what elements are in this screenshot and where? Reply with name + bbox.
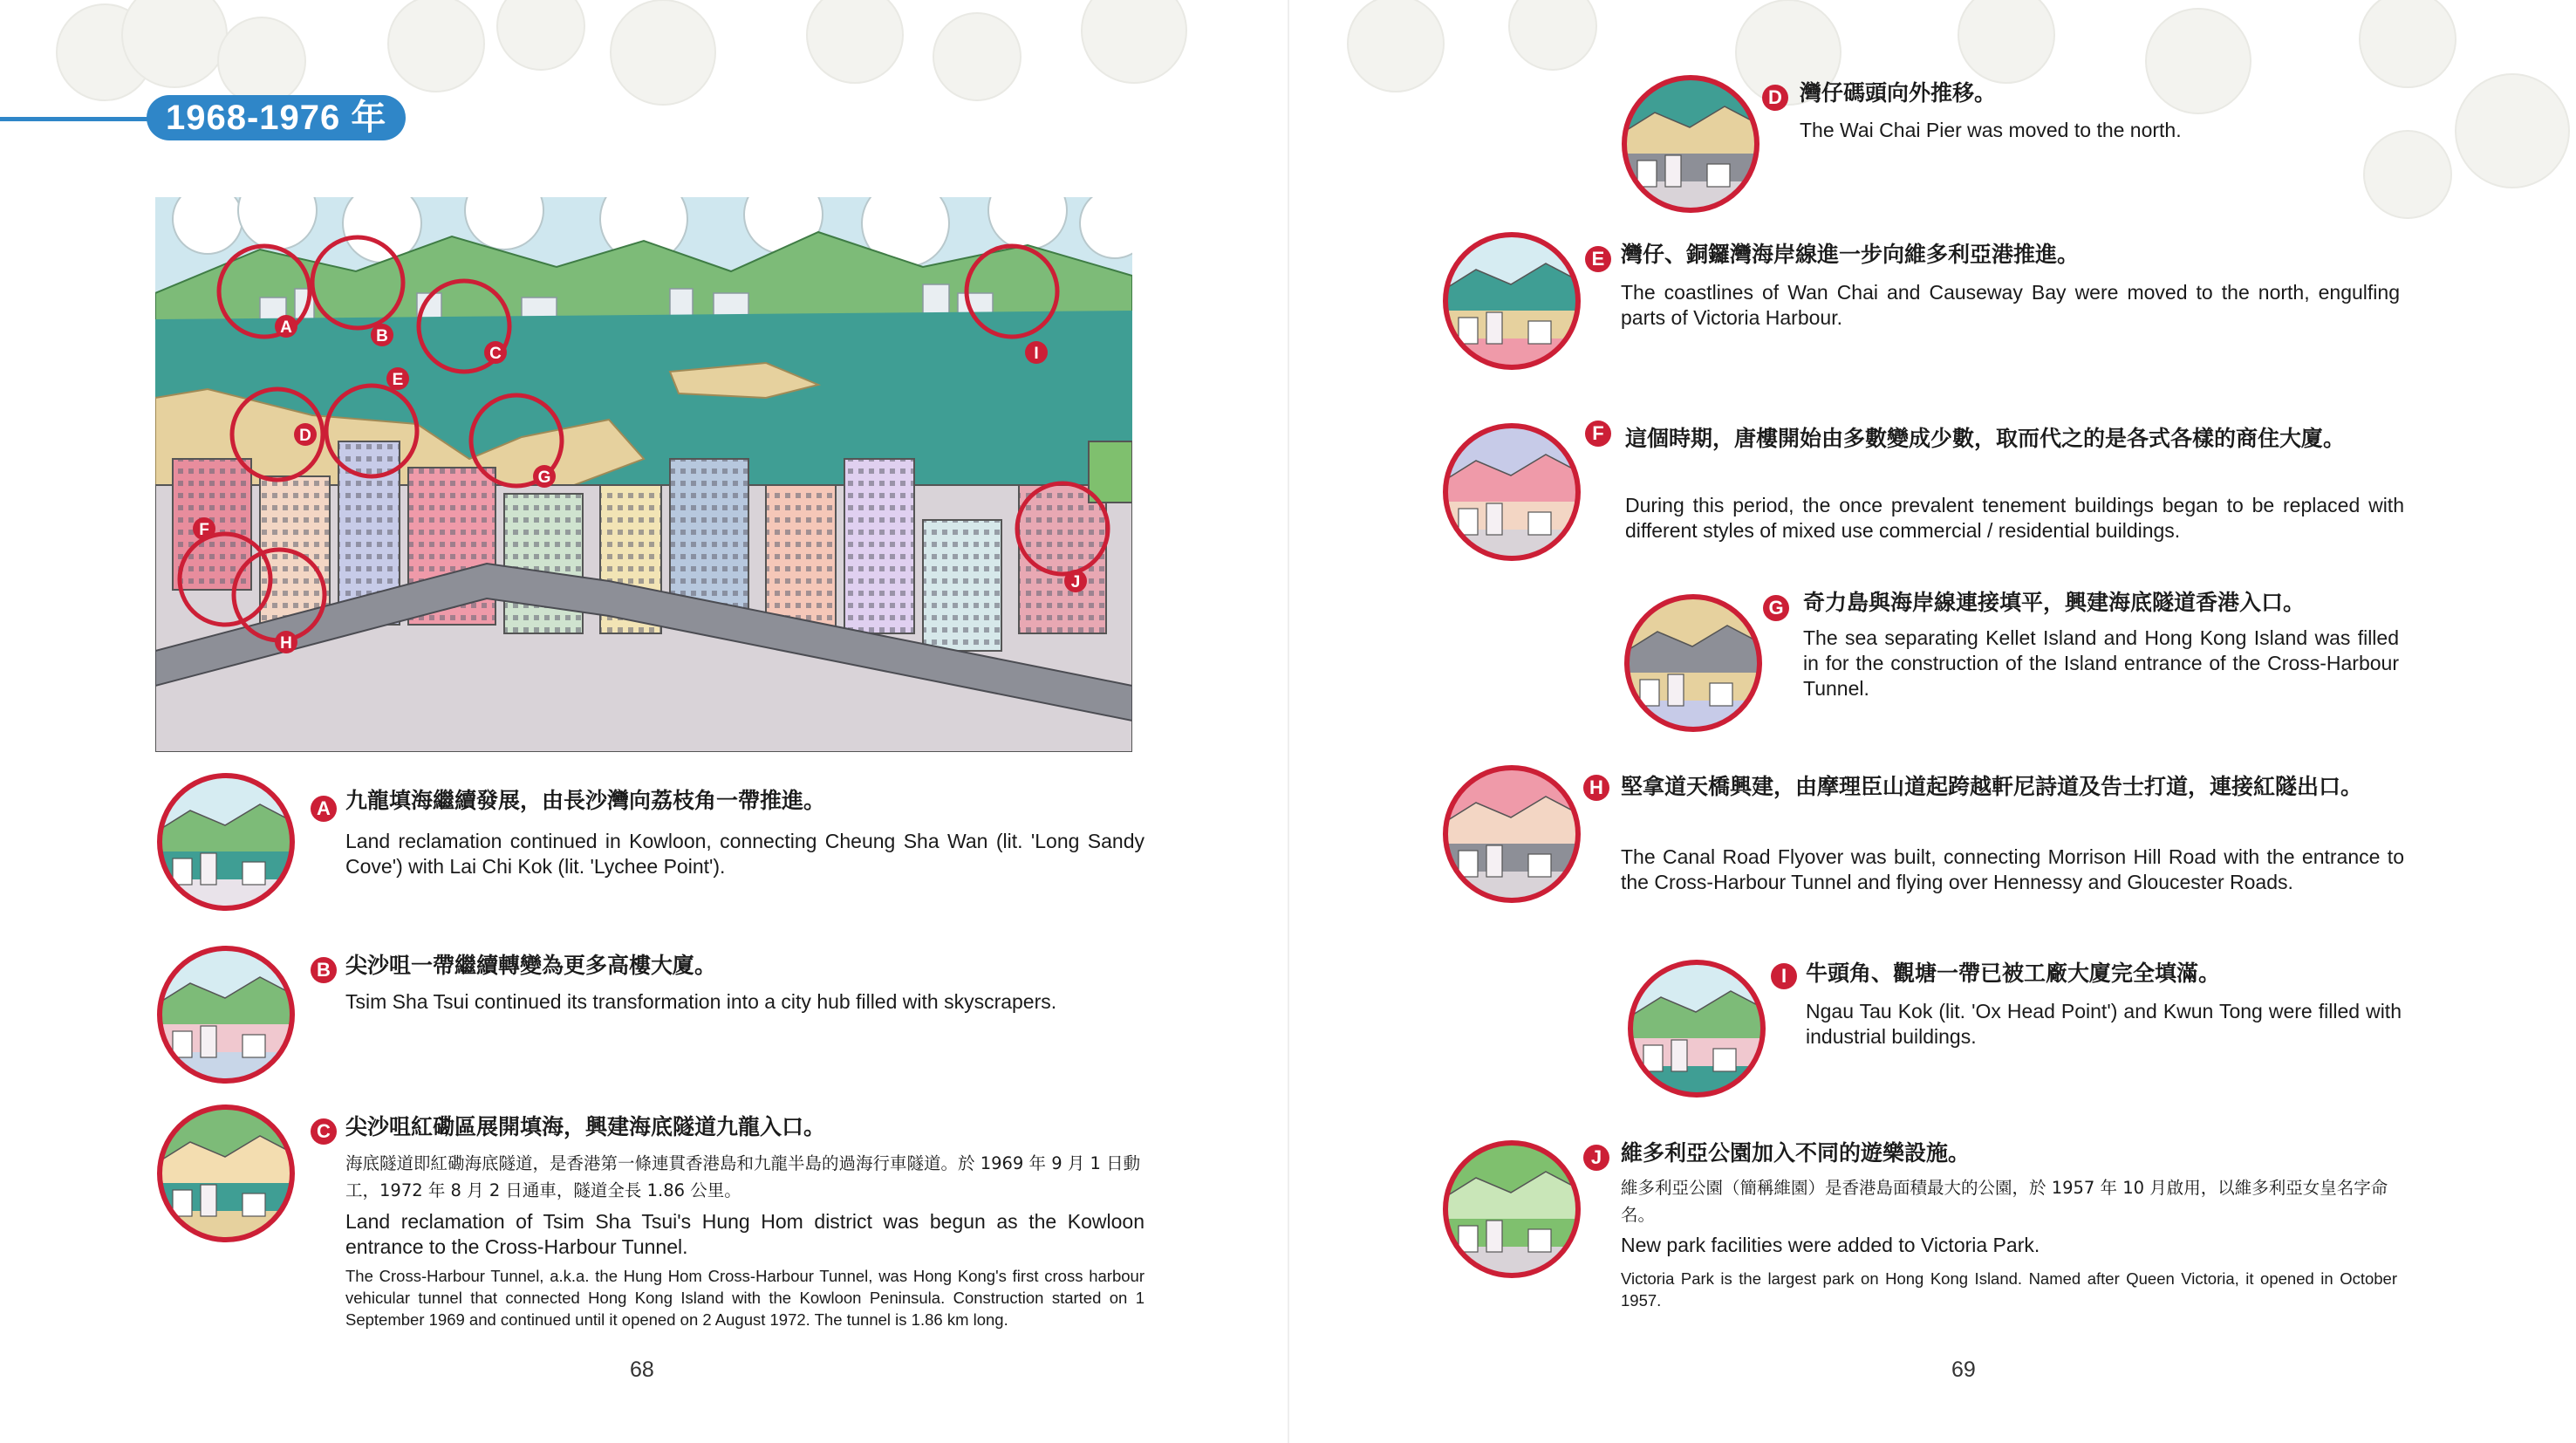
- item-h-thumbnail: [1441, 763, 1582, 905]
- item-j-english-text: New park facilities were added to Victoria Park.: [1621, 1234, 2040, 1256]
- item-f-letter-badge: F: [1585, 421, 1611, 447]
- year-badge: 1968-1976 年: [147, 95, 406, 140]
- item-d-thumbnail: [1620, 73, 1761, 215]
- item-c-english-note: The Cross-Harbour Tunnel, a.k.a. the Hung Hom Cross-Harbour Tunnel, was Hong Kong's first cross harbour vehicular tunnel that connected Hong Kong Island with the Kowloon Peninsula. Construction started on 1 September 1969 and continued until it opened on 2 August 1972. The tunnel is 1.86 km long.: [345, 1267, 1145, 1329]
- marker-label-e: E: [392, 371, 404, 389]
- item-h-letter-badge: H: [1583, 775, 1609, 801]
- item-c-letter-badge: C: [311, 1118, 337, 1145]
- item-j-letter-badge: J: [1583, 1145, 1609, 1171]
- item-i-english-text: Ngau Tau Kok (lit. 'Ox Head Point') and Kwun Tong were filled with industrial buildings.: [1806, 1000, 2402, 1048]
- item-a-thumbnail: [155, 771, 297, 913]
- marker-label-f: F: [199, 521, 209, 539]
- item-e-letter-badge: E: [1585, 246, 1611, 272]
- marker-label-a: A: [280, 318, 292, 337]
- item-j-thumbnail: [1441, 1139, 1582, 1280]
- item-b-thumbnail: [155, 944, 297, 1085]
- item-j-chinese-note: 維多利亞公園（簡稱維園）是香港島面積最大的公園，於 1957 年 10 月啟用，以維多利亞女皇名字命名。: [1621, 1178, 2388, 1225]
- item-f-thumbnail: [1441, 421, 1582, 563]
- item-b-letter-badge: B: [311, 957, 337, 983]
- item-c-chinese-title: 尖沙咀紅磡區展開填海，興建海底隧道九龍入口。: [345, 1114, 826, 1139]
- item-d-letter-badge: D: [1762, 85, 1788, 111]
- item-h-chinese-title: 堅拿道天橋興建，由摩理臣山道起跨越軒尼詩道及告士打道，連接紅隧出口。: [1621, 774, 2363, 799]
- item-e-chinese-title: 灣仔、銅鑼灣海岸線進一步向維多利亞港推進。: [1621, 242, 2080, 267]
- item-f-english-text: During this period, the once prevalent tenement buildings began to be replaced with different styles of mixed use commercial / residential buildings.: [1625, 494, 2404, 542]
- item-d-chinese-title: 灣仔碼頭向外推移。: [1800, 80, 1997, 106]
- item-d-english-text: The Wai Chai Pier was moved to the north.: [1800, 119, 2182, 141]
- item-a-english-text: Land reclamation continued in Kowloon, connecting Cheung Sha Wan (lit. 'Long Sandy Cove') with Lai Chi Kok (lit. 'Lychee Point').: [345, 830, 1145, 878]
- item-b-english-text: Tsim Sha Tsui continued its transformation into a city hub filled with skyscrapers.: [345, 990, 1057, 1013]
- marker-label-j: J: [1070, 573, 1081, 592]
- item-j-chinese-title: 維多利亞公園加入不同的遊樂設施。: [1621, 1140, 1971, 1166]
- item-j-english-note: Victoria Park is the largest park on Hong Kong Island. Named after Queen Victoria, it opened in October 1957.: [1621, 1269, 2397, 1310]
- item-b-chinese-title: 尖沙咀一帶繼續轉變為更多高樓大廈。: [345, 953, 717, 978]
- item-g-chinese-title: 奇力島與海岸線連接填平，興建海底隧道香港入口。: [1803, 590, 2306, 615]
- item-c-thumbnail: [155, 1103, 297, 1244]
- item-h-english-text: The Canal Road Flyover was built, connecting Morrison Hill Road with the entrance to the Cross-Harbour Tunnel and flying over Hennessy and Gloucester Roads.: [1621, 845, 2404, 893]
- item-e-english-text: The coastlines of Wan Chai and Causeway Bay were moved to the north, engulfing parts of Victoria Harbour.: [1621, 281, 2400, 329]
- marker-label-d: D: [299, 427, 311, 445]
- item-f-chinese-title: 這個時期，唐樓開始由多數變成少數，取而代之的是各式各樣的商住大廈。: [1625, 426, 2346, 451]
- marker-label-b: B: [376, 327, 388, 345]
- item-i-letter-badge: I: [1771, 963, 1797, 989]
- right-page: [1288, 0, 2576, 1443]
- year-line: [0, 117, 166, 121]
- item-e-thumbnail: [1441, 230, 1582, 372]
- marker-label-c: C: [489, 345, 502, 363]
- item-i-chinese-title: 牛頭角、觀塘一帶已被工廠大廈完全填滿。: [1806, 961, 2221, 986]
- marker-label-h: H: [280, 634, 292, 653]
- page-number-right: 69: [1951, 1358, 1976, 1382]
- item-a-letter-badge: A: [311, 796, 337, 822]
- harbour-illustration: [155, 197, 1132, 752]
- item-g-thumbnail: [1623, 592, 1764, 734]
- item-i-thumbnail: [1626, 958, 1767, 1099]
- page-number-left: 68: [630, 1358, 654, 1382]
- marker-label-g: G: [537, 468, 551, 487]
- item-g-english-text: The sea separating Kellet Island and Hong Kong Island was filled in for the construction of the Island entrance of the Cross-Harbour Tunnel.: [1803, 626, 2399, 700]
- marker-label-i: I: [1034, 345, 1039, 363]
- item-g-letter-badge: G: [1763, 595, 1789, 621]
- item-c-chinese-note: 海底隧道即紅磡海底隧道，是香港第一條連貫香港島和九龍半島的過海行車隧道。於 1969 年 9 月 1 日動工，1972 年 8 月 2 日通車，隧道全長 1.86 公里。: [345, 1153, 1141, 1200]
- item-c-english-text: Land reclamation of Tsim Sha Tsui's Hung Hom district was begun as the Kowloon entrance to the Cross-Harbour Tunnel.: [345, 1210, 1145, 1258]
- item-a-chinese-title: 九龍填海繼續發展，由長沙灣向荔枝角一帶推進。: [345, 788, 826, 813]
